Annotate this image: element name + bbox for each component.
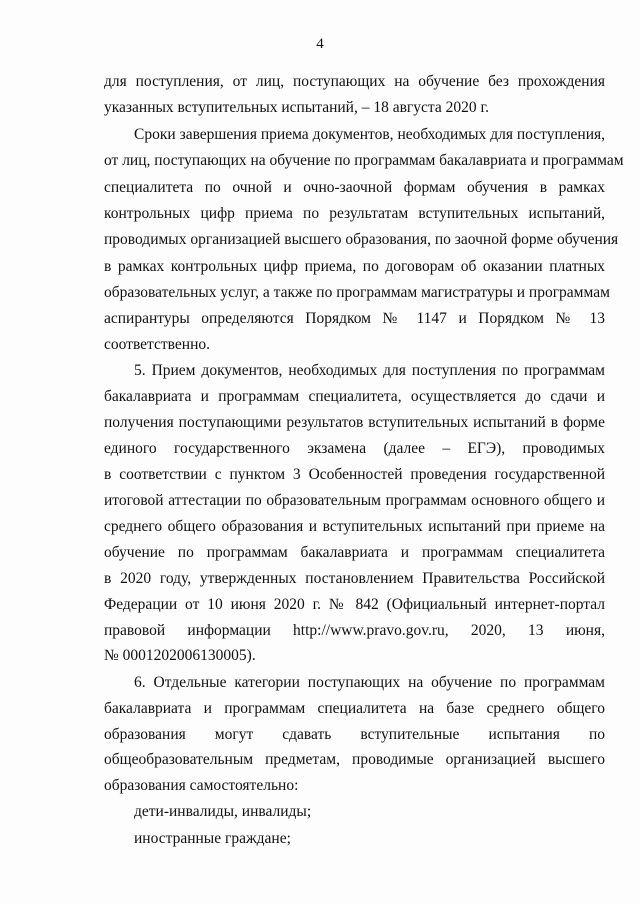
text-line: бакалавриата и программам специалитета на базе среднего общего: [104, 700, 605, 717]
text-line: 6. Отдельные категории поступающих на обучение по программам: [134, 674, 605, 691]
text-line: от лиц, поступающих на обучение по программам бакалавриата и программам: [104, 152, 624, 169]
text-line: № 0001202006130005).: [104, 647, 256, 664]
text-line: аспирантуры определяются Порядком № 1147 и Порядком № 13: [104, 310, 605, 327]
text-line: общеобразовательным предметам, проводимые организацией высшего: [104, 751, 605, 768]
text-line: бакалавриата и программам специалитета, осуществляется до сдачи и: [104, 388, 605, 405]
text-line: для поступления, от лиц, поступающих на обучение без прохождения: [104, 73, 605, 90]
text-line: итоговой аттестации по образовательным программам основного общего и: [104, 492, 605, 509]
text-line: контрольных цифр приема по результатам вступительных испытаний,: [104, 205, 605, 222]
text-line: среднего общего образования и вступительных испытаний при приеме на: [104, 518, 605, 535]
text-line: правовой информации http://www.pravo.gov.ru, 2020, 13 июня,: [104, 622, 605, 639]
text-line: 5. Прием документов, необходимых для поступления по программам: [134, 362, 605, 379]
text-line: проводимых организацией высшего образования, по заочной форме обучения: [104, 231, 619, 248]
text-line: специалитета по очной и очно-заочной формам обучения в рамках: [104, 179, 605, 196]
text-line: образования самостоятельно:: [104, 777, 299, 794]
text-line: иностранные граждане;: [134, 830, 291, 847]
text-line: единого государственного экзамена (далее – ЕГЭ), проводимых: [104, 440, 605, 457]
text-line: в 2020 году, утвержденных постановлением Правительства Российской: [104, 570, 605, 587]
page-number: 4: [316, 36, 324, 52]
text-line: обучение по программам бакалавриата и программам специалитета: [104, 544, 605, 561]
text-line: Сроки завершения приема документов, необходимых для поступления,: [134, 126, 605, 143]
text-line: в рамках контрольных цифр приема, по договорам об оказании платных: [104, 258, 605, 275]
text-line: соответственно.: [104, 336, 210, 353]
text-line: образования могут сдавать вступительные испытания по: [104, 726, 605, 743]
text-line: в соответствии с пунктом 3 Особенностей проведения государственной: [104, 466, 605, 483]
text-line: получения поступающими результатов вступительных испытаний в форме: [104, 414, 605, 431]
text-line: дети-инвалиды, инвалиды;: [134, 803, 312, 820]
text-line: указанных вступительных испытаний, – 18 августа 2020 г.: [104, 99, 489, 116]
text-line: образовательных услуг, а также по программам магистратуры и программам: [104, 284, 610, 301]
text-line: Федерации от 10 июня 2020 г. № 842 (Официальный интернет-портал: [104, 596, 605, 613]
